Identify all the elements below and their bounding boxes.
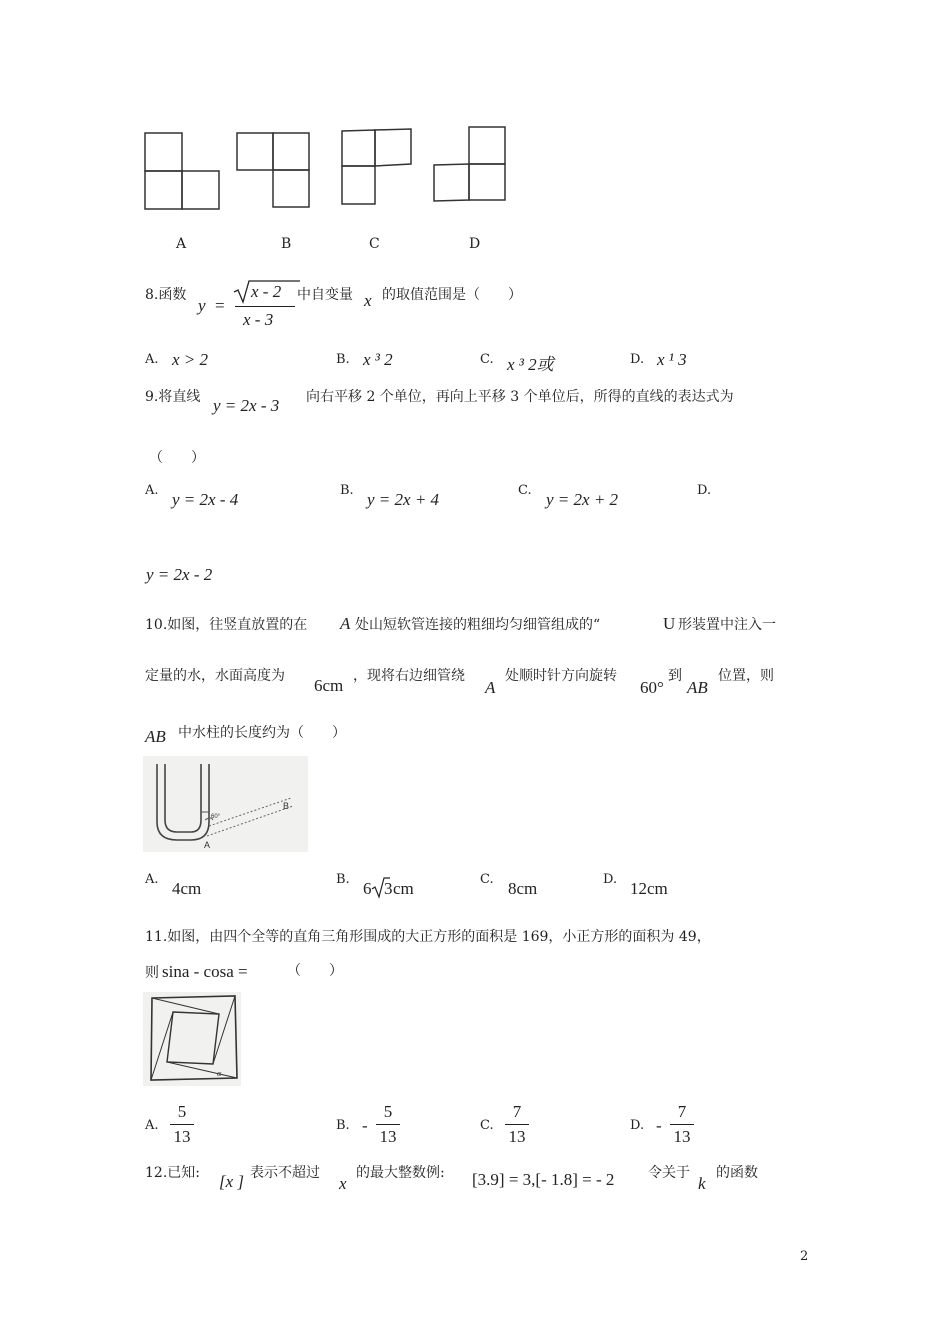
q8-option-d-expr: x ¹ 3 [657,350,687,369]
q10-line3: 中水柱的长度约为（ ） [178,725,346,741]
q8-option-d-letter: D. [630,352,645,367]
q10-option-c-letter: C. [480,872,494,887]
q10-option-d-expr: 12cm [630,879,668,898]
q9-option-b-expr: y = 2x + 4 [367,490,440,509]
q12-floor-x: [x ] [219,1172,245,1191]
q7-label-b: B [281,236,292,252]
q9-suffix: 向右平移 2 个单位，再向上平移 3 个单位后，所得的直线的表达式为 [306,389,734,405]
q11-option-a-num: 5 [177,1102,187,1121]
q10-ab: AB [687,678,708,697]
q10-line2-b: ，现将右边细管绕 [353,668,465,684]
q9-option-d-letter: D. [697,483,712,498]
q10-option-b-letter: B. [336,872,350,887]
q10-degree: 60° [640,678,664,697]
q11-square-figure [143,992,241,1086]
q9-line-expr: y = 2x - 3 [213,396,280,415]
q7-figure-d [431,124,511,204]
q8-option-b-letter: B. [336,352,350,367]
q7-label-a: A [176,236,187,252]
q9-option-a-letter: A. [145,483,159,498]
q9-prefix: 9.将直线 [145,389,201,405]
q12-example: [3.9] = 3,[- 1.8] = - 2 [472,1170,615,1189]
q11-option-d-letter: D. [630,1118,645,1133]
q8-mid: 中自变量 [297,287,353,303]
q11-option-d-num: 7 [677,1102,687,1121]
q11-option-b-letter: B. [336,1118,350,1133]
q10-option-b-radicand: 3 [384,879,393,898]
q11-option-a-den: 13 [173,1127,191,1146]
q11-option-b-fraction [376,1102,400,1147]
q10-option-b-coef: 6 [363,879,372,898]
q10-var-a2: A [485,678,496,697]
q10-var-a: A [340,614,351,633]
q11-option-d-den: 13 [673,1127,691,1146]
q11-option-b-num: 5 [383,1102,393,1121]
q10-ab2: AB [145,727,166,746]
q9-option-b-letter: B. [340,483,354,498]
q8-y: y [198,296,206,315]
q8-fraction-bar [235,306,295,307]
q10-height: 6cm [314,676,344,695]
q8-option-c-expr: x ³ 2或 [507,355,554,374]
q10-line1-a: 10.如图，往竖直放置的在 [145,617,308,633]
q8-eq: = [215,296,225,315]
q11-option-c-num: 7 [512,1102,522,1121]
q8-option-b-expr: x ³ 2 [363,350,393,369]
q10-line2-e: 位置，则 [718,668,774,684]
q11-option-c-fraction [505,1102,529,1147]
q12-prefix: 12.已知: [145,1165,200,1181]
q8-option-c-letter: C. [480,352,494,367]
q10-option-d-letter: D. [603,872,618,887]
q9-option-a-expr: y = 2x - 4 [172,490,239,509]
q10-fig-a-label: A [204,840,211,850]
q10-fig-angle-label: 60° [211,814,221,820]
q7-label-d: D [469,236,481,252]
q11-paren: （ ） [287,963,343,979]
q10-option-a-letter: A. [145,872,159,887]
q10-line1-c: 形装置中注入一 [678,617,776,633]
q10-option-c-expr: 8cm [508,879,538,898]
svg-text:α: α [217,1069,222,1078]
q11-line2-prefix: 则 [145,965,159,981]
q9-paren: （ ） [149,450,205,466]
q8-option-a-expr: x > 2 [172,350,209,369]
q10-line2-a: 定量的水，水面高度为 [145,668,285,684]
q9-option-c-expr: y = 2x + 2 [546,490,619,509]
q7-figure-b [235,131,313,211]
q8-option-a-letter: A. [145,352,159,367]
q10-u: U [663,614,676,633]
q10-u-tube-figure [143,756,308,852]
q12-text1: 表示不超过 [250,1165,320,1181]
q11-expr: sina - cosa = [162,962,248,981]
q11-line1: 11.如图，由四个全等的直角三角形围成的大正方形的面积是 169，小正方形的面积为 49， [145,929,711,945]
q12-text2: 的最大整数例: [356,1165,445,1181]
q11-option-c-den: 13 [508,1127,526,1146]
q8-prefix: 8.函数 [145,287,187,303]
q12-var-k: k [698,1174,706,1193]
q11-option-c-letter: C. [480,1118,494,1133]
q10-fig-b-label: B [283,801,290,811]
q7-figure-a [143,131,223,213]
q11-option-b-den: 13 [379,1127,397,1146]
q9-option-c-letter: C. [518,483,532,498]
q10-option-b-unit: cm [393,879,414,898]
q8-numerator: x - 2 [251,282,282,301]
q11-option-d-fraction [670,1102,694,1147]
q10-line2-c: 处顺时针方向旋转 [505,668,617,684]
q11-option-a-letter: A. [145,1118,159,1133]
q12-text3: 令关于 [648,1165,690,1181]
q11-option-b-sign: - [362,1116,368,1135]
q10-line2-d: 到 [668,668,682,684]
q12-var-x: x [339,1174,347,1193]
q9-option-d-expr: y = 2x - 2 [146,565,213,584]
q11-option-a-fraction [170,1102,194,1147]
q8-denominator: x - 3 [243,310,274,329]
q12-text4: 的函数 [716,1165,758,1181]
q8-var: x [364,291,372,310]
q10-line1-b: 处山短软管连接的粗细均匀细管组成的“ [355,617,601,633]
q7-label-c: C [369,236,380,252]
q7-figure-c [339,126,415,208]
page-number: 2 [800,1249,809,1264]
q11-option-d-sign: - [656,1116,662,1135]
q10-option-a-expr: 4cm [172,879,202,898]
q8-suffix: 的取值范围是（ ） [382,287,522,303]
